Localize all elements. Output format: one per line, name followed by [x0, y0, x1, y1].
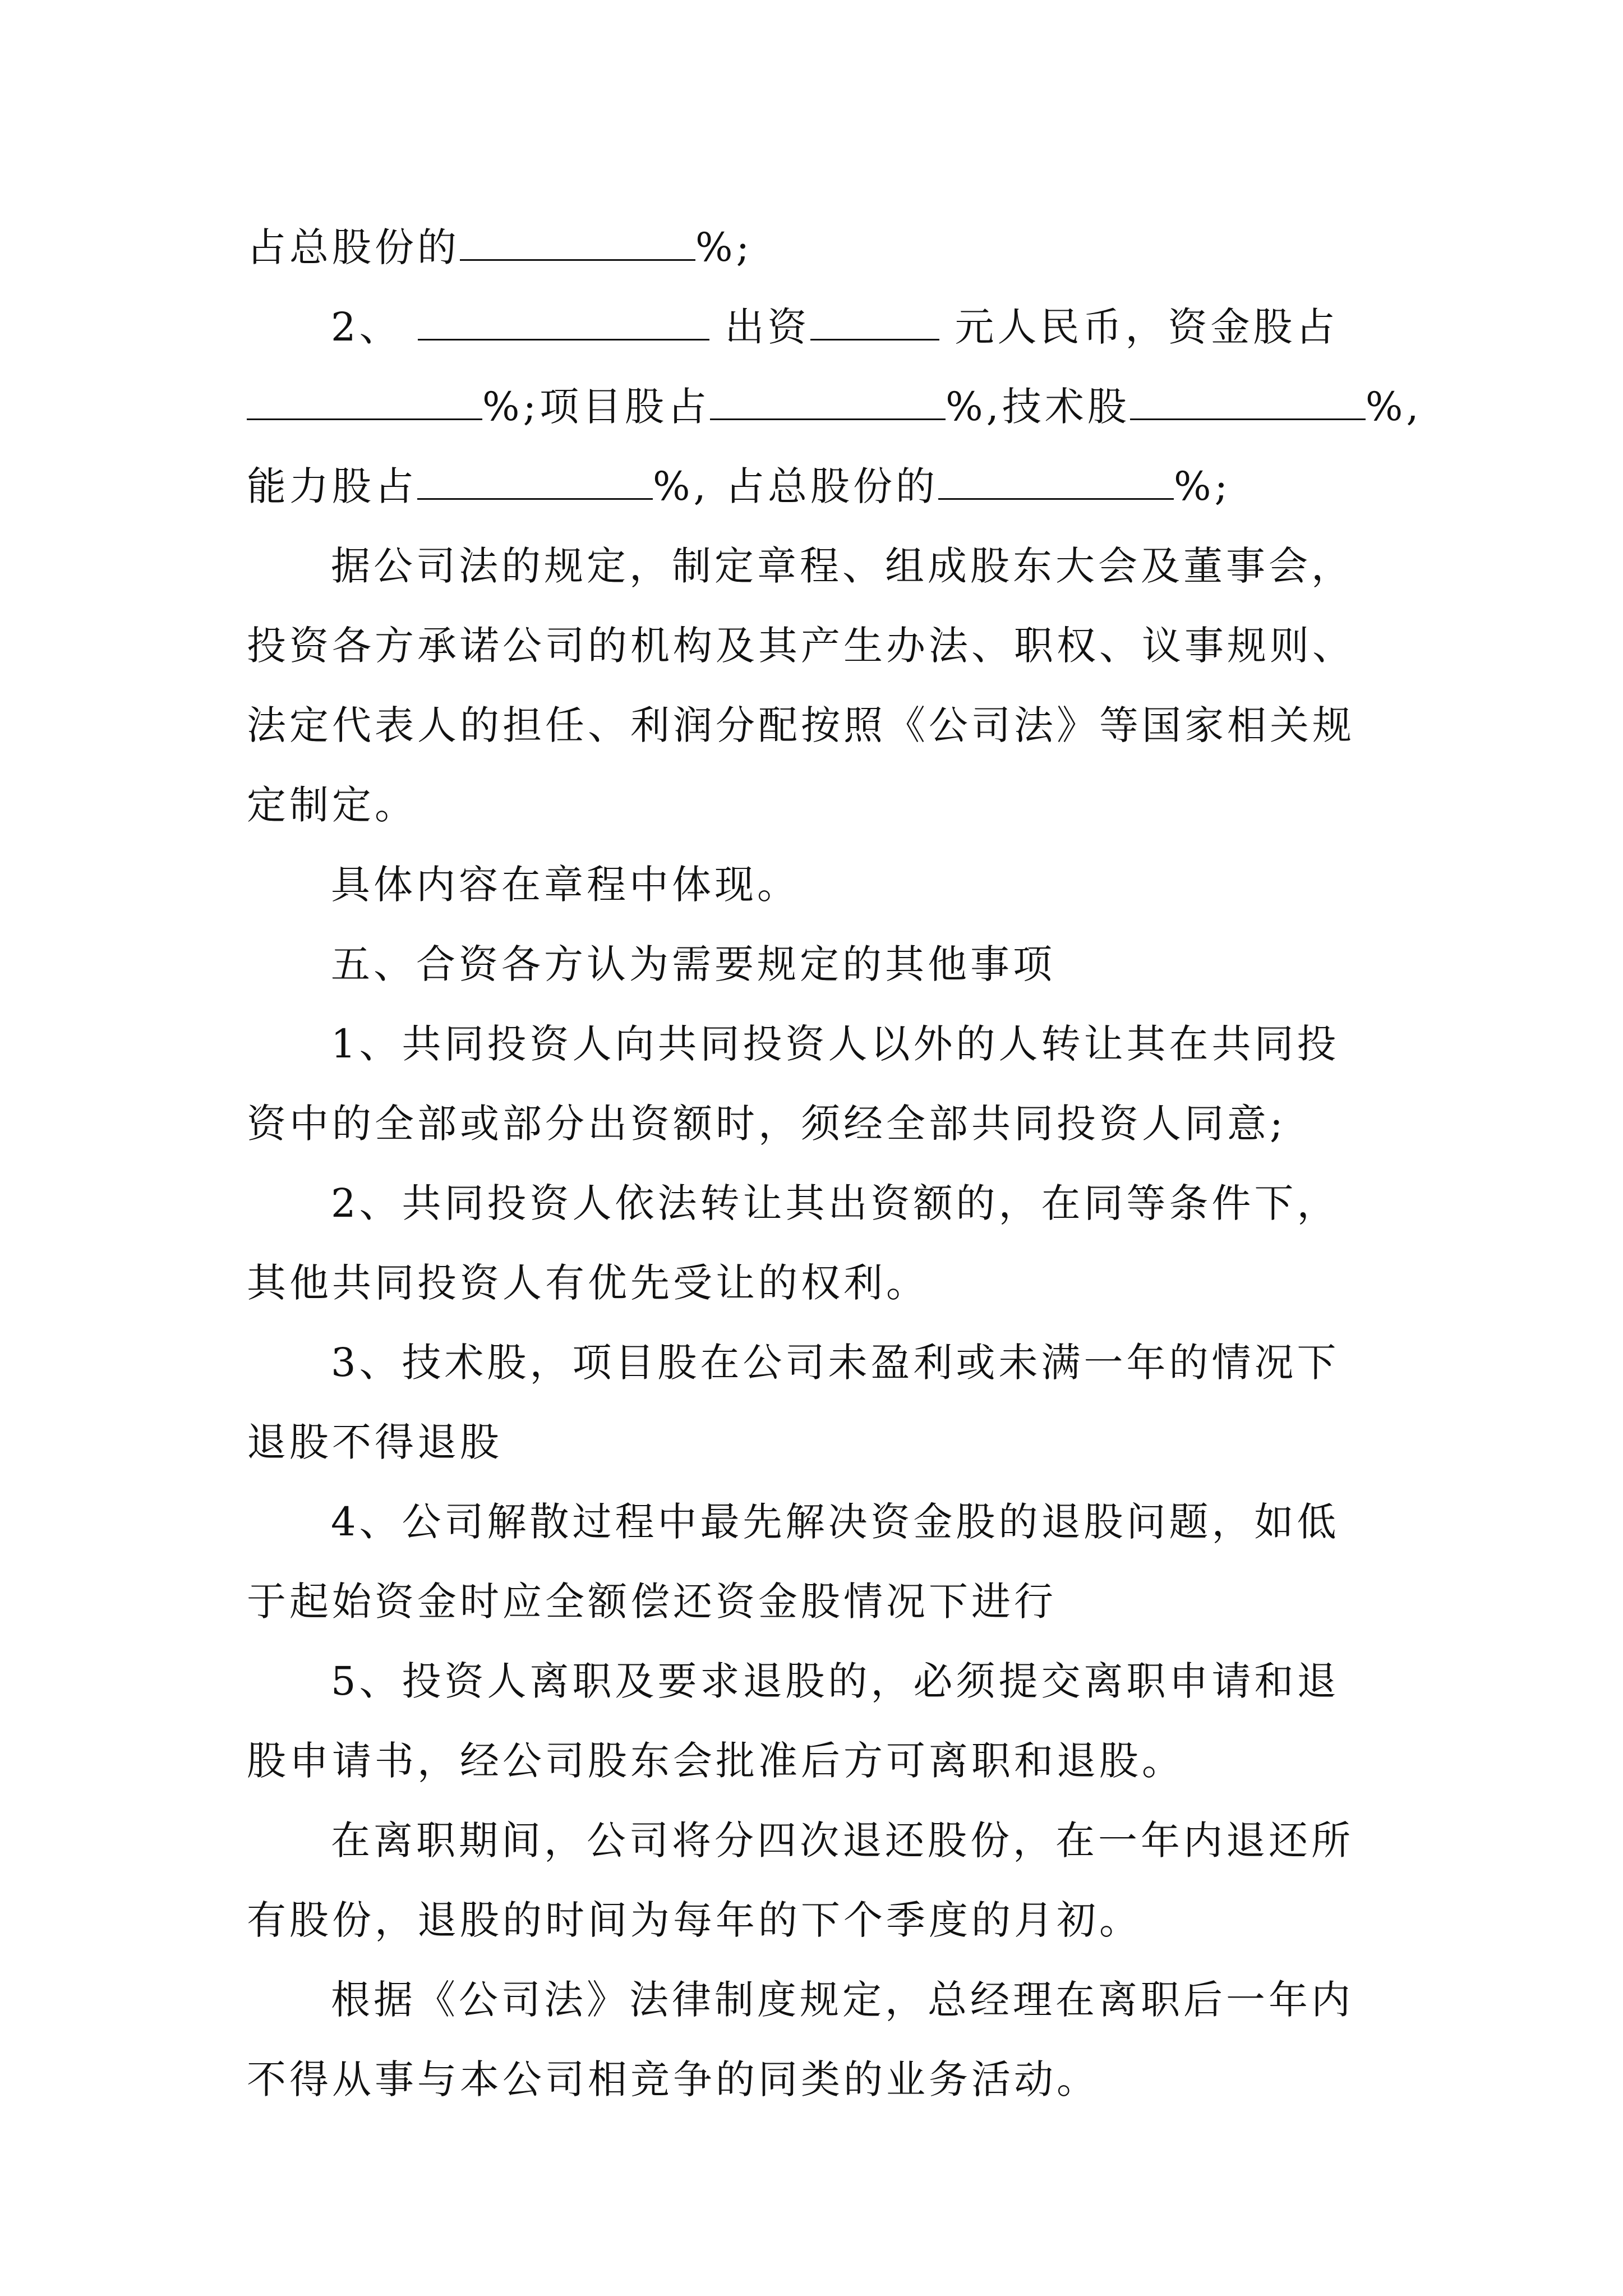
text-segment: 能力股占 — [247, 463, 417, 509]
text-line: 资中的全部或部分出资额时，须经全部共同投资人同意; — [247, 1101, 1287, 1147]
fill-in-blank — [938, 464, 1174, 500]
fill-in-blank — [1130, 385, 1366, 420]
text-line: 根据《公司法》法律制度规定，总经理在离职后一年内 — [331, 1977, 1354, 2023]
text-segment: %;项目股占 — [482, 384, 711, 430]
text-segment: %,技术股 — [946, 384, 1130, 430]
fill-in-blank — [810, 305, 939, 341]
text-line: 1、共同投资人向共同投资人以外的人转让其在共同投 — [331, 1021, 1340, 1067]
document-body — [247, 208, 1424, 2119]
fill-in-blank — [417, 464, 653, 500]
text-segment: %, 占总股份的 — [653, 463, 939, 509]
text-line — [247, 447, 1424, 526]
text-line: 有股份，退股的时间为每年的下个季度的月初。 — [247, 1897, 1142, 1943]
text-line: 股申请书，经公司股东会批准后方可离职和退股。 — [247, 1738, 1184, 1784]
text-segment: %; — [1174, 463, 1232, 509]
fill-in-blank — [710, 385, 946, 420]
text-line: 2、共同投资人依法转让其出资额的，在同等条件下， — [331, 1180, 1340, 1226]
fill-in-blank — [460, 226, 695, 261]
text-line — [247, 287, 1424, 367]
text-segment: 出资 — [725, 304, 810, 350]
text-line: 投资各方承诺公司的机构及其产生办法、职权、议事规则、 — [247, 623, 1355, 669]
text-segment: %; — [695, 224, 753, 270]
text-line: 5、投资人离职及要求退股的，必须提交离职申请和退 — [331, 1658, 1340, 1704]
fill-in-blank — [418, 305, 709, 341]
text-line: 于起始资金时应全额偿还资金股情况下进行 — [247, 1579, 1057, 1625]
text-line: 定制定。 — [247, 782, 417, 828]
text-line — [247, 367, 1424, 447]
text-segment: 元人民币，资金股占 — [955, 304, 1339, 350]
text-segment: %, — [1365, 384, 1422, 430]
text-line: 4、公司解散过程中最先解决资金股的退股问题，如低 — [331, 1499, 1340, 1545]
text-line: 据公司法的规定，制定章程、组成股东大会及董事会， — [331, 543, 1354, 589]
text-line: 法定代表人的担任、利润分配按照《公司法》等国家相关规 — [247, 702, 1355, 748]
text-line — [247, 208, 1424, 287]
fill-in-blank — [247, 385, 482, 420]
section-heading: 五、合资各方认为需要规定的其他事项 — [331, 941, 1055, 987]
text-line: 具体内容在章程中体现。 — [331, 862, 800, 908]
text-segment: 2、 — [331, 304, 402, 350]
text-line: 退股不得退股 — [247, 1419, 502, 1465]
text-line: 其他共同投资人有优先受让的权利。 — [247, 1260, 929, 1306]
text-segment: 占总股份的 — [247, 224, 460, 270]
text-line: 在离职期间，公司将分四次退还股份，在一年内退还所 — [331, 1818, 1354, 1864]
text-line: 3、技术股，项目股在公司未盈利或未满一年的情况下 — [331, 1340, 1340, 1386]
text-line: 不得从事与本公司相竞争的同类的业务活动。 — [247, 2056, 1099, 2102]
